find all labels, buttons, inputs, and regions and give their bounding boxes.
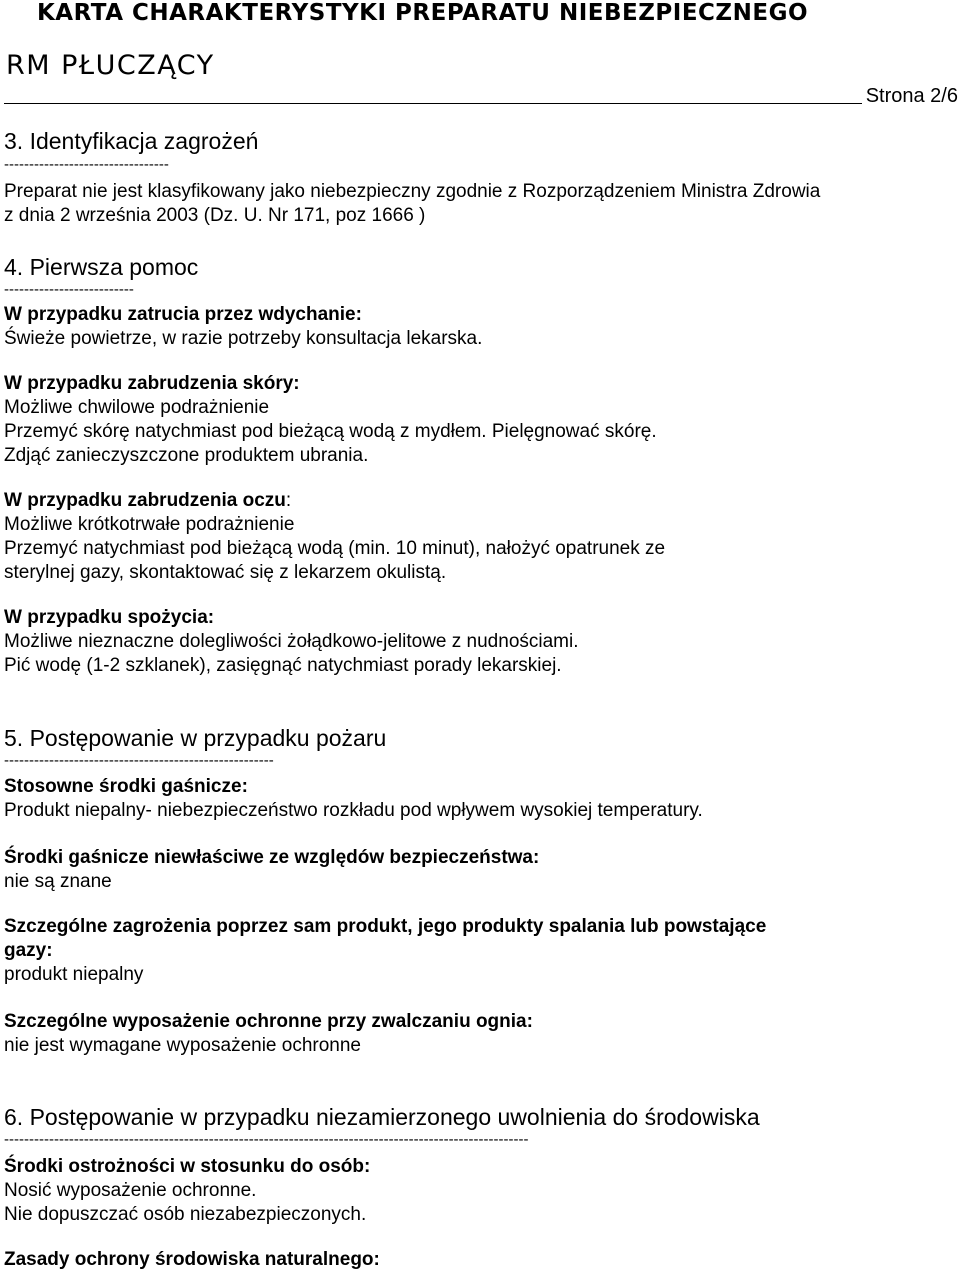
- section-4-underline: --------------------------: [4, 281, 134, 298]
- header-rule: [4, 103, 862, 104]
- ingestion-label: W przypadku spożycia:: [4, 607, 215, 628]
- ingestion-line-2: Pić wodę (1-2 szklanek), zasięgnąć natychmiast porady lekarskiej.: [4, 655, 562, 676]
- section-3-heading: 3. Identyfikacja zagrożeń: [4, 128, 259, 154]
- eye-label: W przypadku zabrudzenia oczu: [4, 490, 286, 511]
- eye-label-row: [4, 490, 291, 512]
- section-5-underline: ------------------------------------------------------: [4, 752, 274, 769]
- section-3-line-2: z dnia 2 września 2003 (Dz. U. Nr 171, poz 1666 ): [4, 205, 426, 226]
- unsuitable-text: nie są znane: [4, 871, 112, 892]
- equipment-label: Szczególne wyposażenie ochronne przy zwalczaniu ognia:: [4, 1011, 533, 1032]
- section-6-underline: ---------------------------------------------------------------------------------------------------------: [4, 1131, 529, 1148]
- environment-label: Zasady ochrony środowiska naturalnego:: [4, 1249, 380, 1270]
- section-3-line-1: Preparat nie jest klasyfikowany jako niebezpieczny zgodnie z Rozporządzeniem Ministra Zdrowia: [4, 181, 821, 202]
- unsuitable-label: Środki gaśnicze niewłaściwe ze względów bezpieczeństwa:: [4, 847, 540, 868]
- personal-precautions-label: Środki ostrożności w stosunku do osób:: [4, 1156, 371, 1177]
- hazards-label-line-1: Szczególne zagrożenia poprzez sam produkt, jego produkty spalania lub powstające: [4, 916, 767, 937]
- skin-label: W przypadku zabrudzenia skóry:: [4, 373, 300, 394]
- personal-precautions-line-1: Nosić wyposażenie ochronne.: [4, 1180, 257, 1201]
- section-5-heading: 5. Postępowanie w przypadku pożaru: [4, 725, 387, 751]
- eye-label-colon: :: [285, 490, 292, 511]
- section-3-underline: ---------------------------------: [4, 156, 169, 173]
- equipment-text: nie jest wymagane wyposażenie ochronne: [4, 1035, 361, 1056]
- skin-line-2: Przemyć skórę natychmiast pod bieżącą wodą z mydłem. Pielęgnować skórę.: [4, 421, 657, 442]
- document-title: KARTA CHARAKTERYSTYKI PREPARATU NIEBEZPIECZNEGO: [36, 0, 808, 26]
- personal-precautions-line-2: Nie dopuszczać osób niezabezpieczonych.: [4, 1204, 367, 1225]
- skin-line-1: Możliwe chwilowe podrażnienie: [4, 397, 270, 418]
- skin-line-3: Zdjąć zanieczyszczone produktem ubrania.: [4, 445, 369, 466]
- section-4-heading: 4. Pierwsza pomoc: [4, 254, 199, 280]
- hazards-text: produkt niepalny: [4, 964, 144, 985]
- inhalation-label: W przypadku zatrucia przez wdychanie:: [4, 304, 362, 325]
- inhalation-text: Świeże powietrze, w razie potrzeby konsultacja lekarska.: [4, 328, 483, 349]
- section-6-heading: 6. Postępowanie w przypadku niezamierzonego uwolnienia do środowiska: [4, 1104, 760, 1130]
- eye-line-2: Przemyć natychmiast pod bieżącą wodą (min. 10 minut), nałożyć opatrunek ze: [4, 538, 666, 559]
- eye-line-1: Możliwe krótkotrwałe podrażnienie: [4, 514, 295, 535]
- page-number: Strona 2/6: [865, 85, 958, 107]
- product-name: RM PŁUCZĄCY: [6, 50, 215, 81]
- extinguishing-label: Stosowne środki gaśnicze:: [4, 776, 248, 797]
- ingestion-line-1: Możliwe nieznaczne dolegliwości żołądkowo-jelitowe z nudnościami.: [4, 631, 579, 652]
- hazards-label-line-2: gazy:: [4, 940, 53, 961]
- eye-line-3: sterylnej gazy, skontaktować się z lekarzem okulistą.: [4, 562, 447, 583]
- extinguishing-text: Produkt niepalny- niebezpieczeństwo rozkładu pod wpływem wysokiej temperatury.: [4, 800, 703, 821]
